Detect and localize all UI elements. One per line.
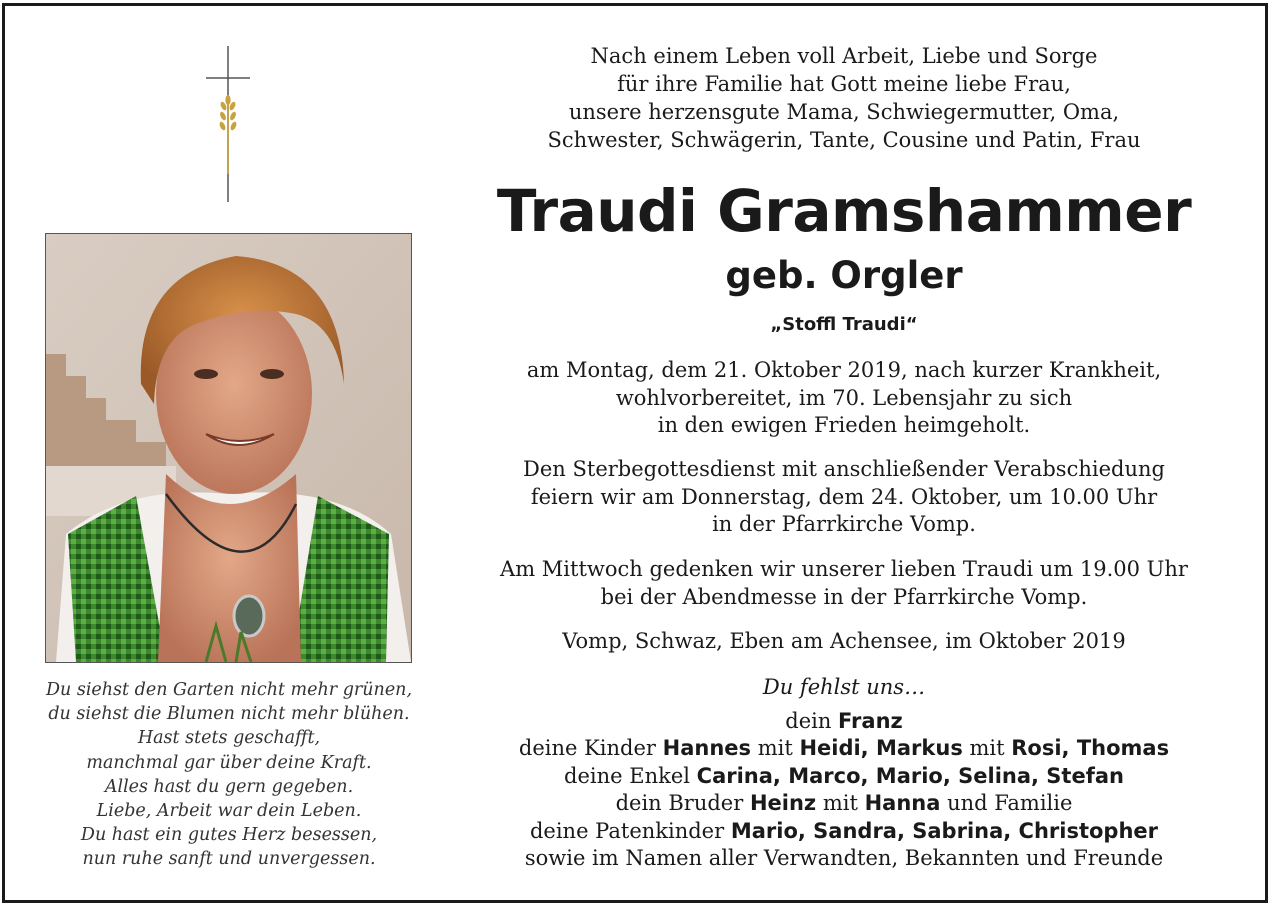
birth-name: geb. Orgler [725,254,963,297]
family-row-godchildren [440,818,1248,845]
family-names: Hannes [662,736,752,761]
notice-line: am Montag, dem 21. Oktober 2019, nach kurzer Krankheit, [526,358,1162,382]
memorial-mass-notice [440,556,1248,611]
notice-line: bei der Abendmesse in der Pfarrkirche Vomp. [600,584,1088,609]
family-label: deine Enkel [564,763,697,788]
family-label: deine Kinder [518,736,663,761]
family-list [440,708,1248,872]
poem-line: Du siehst den Garten nicht mehr grünen, [45,680,413,700]
family-names: Hanna [864,791,941,816]
family-label: deine Patenkinder [529,818,731,843]
family-label: mit [816,791,865,816]
poem-line: du siehst die Blumen nicht mehr blühen. [48,704,410,725]
family-row-husband [440,708,1248,735]
notice-line: in den ewigen Frieden heimgeholt. [657,413,1031,437]
intro-line: Nach einem Leben voll Arbeit, Liebe und Sorge [590,44,1098,68]
notice-line: Am Mittwoch gedenken wir unserer lieben Traudi um 19.00 Uhr [500,557,1188,581]
funeral-service-notice [440,456,1248,539]
place-and-date: Vomp, Schwaz, Eben am Achensee, im Oktober 2019 [562,629,1126,653]
poem-line: Alles hast du gern gegeben. [104,776,354,797]
nickname: „Stoffl Traudi“ [770,314,918,335]
family-names: Rosi, Thomas [1011,736,1170,761]
family-label: dein Bruder [615,791,750,816]
poem-line: Hast stets geschafft, [137,728,321,749]
family-row-closing: sowie im Namen aller Verwandten, Bekannten und Freunde [524,846,1164,871]
death-notice [440,357,1248,440]
family-names: Franz [838,709,903,733]
poem-line: manchmal gar über deine Kraft. [86,752,372,773]
cross-with-wheat-icon [202,44,254,204]
miss-you-line: Du fehlst uns… [762,675,926,699]
intro-line: unsere herzensgute Mama, Schwiegermutter, Oma, [568,100,1120,124]
poem-line: Liebe, Arbeit war dein Leben. [96,801,362,822]
intro-line: für ihre Familie hat Gott meine liebe Frau, [617,72,1071,96]
family-names: Heinz [749,791,817,816]
intro-line: Schwester, Schwägerin, Tante, Cousine und Patin, Frau [547,128,1141,152]
notice-line: wohlvorbereitet, im 70. Lebensjahr zu sich [615,385,1073,410]
notice-line: feiern wir am Donnerstag, dem 24. Oktober, um 10.00 Uhr [530,484,1158,509]
family-label: mit [751,736,800,761]
memorial-poem [24,678,434,872]
family-row-brother [440,790,1248,817]
family-names: Mario, Sandra, Sabrina, Christopher [730,818,1159,843]
notice-line: Den Sterbegottesdienst mit anschließender Verabschiedung [523,457,1165,481]
intro-text [440,42,1248,154]
family-row-grandchildren [440,763,1248,790]
family-label: dein [785,709,839,733]
deceased-name: Traudi Gramshammer [496,177,1192,245]
poem-line: nun ruhe sanft und unvergessen. [82,849,376,870]
family-label: mit [962,736,1012,761]
family-names: Heidi, Markus [799,736,963,761]
family-label: und Familie [940,791,1073,816]
notice-line: in der Pfarrkirche Vomp. [712,512,976,536]
family-names: Carina, Marco, Mario, Selina, Stefan [696,763,1124,788]
portrait-photo [45,233,412,663]
family-row-children [440,735,1248,762]
poem-line: Du hast ein gutes Herz besessen, [80,825,378,846]
